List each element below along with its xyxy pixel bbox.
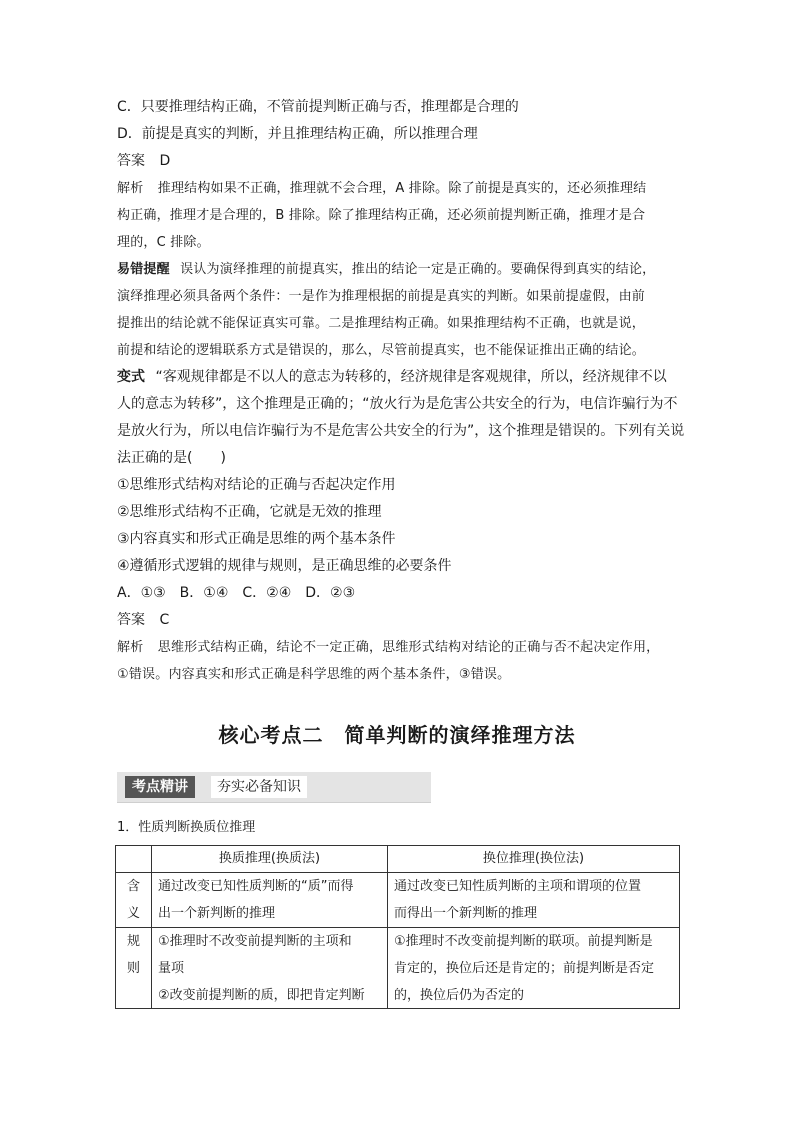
variant-line-4: 法正确的是( ) [117, 450, 226, 466]
analysis-1-line-1 [117, 175, 677, 202]
statement-2: ②思维形式结构不正确，它就是无效的推理 [117, 504, 382, 520]
exercise-block [117, 94, 685, 688]
analysis-text: 思维形式结构正确，结论不一定正确，思维形式结构对结论的正确与否不起决定作用， [157, 640, 660, 655]
analysis-1-line-3: 理的，C 排除。 [117, 235, 210, 250]
tip-line-4: 前提和结论的逻辑联系方式是错误的，那么，尽管前提真实，也不能保证推出正确的结论。 [117, 343, 646, 358]
row-head-rules [116, 928, 152, 1009]
answer-2 [117, 607, 677, 634]
conversion-table [115, 845, 680, 1009]
row-head-wrap [122, 928, 145, 1008]
analysis-label: 解析 [117, 181, 144, 196]
cell-wrap [394, 928, 673, 1008]
analysis-2-line-2: ①错误。内容真实和形式正确是科学思维的两个基本条件，③错误。 [117, 667, 511, 682]
table-header-conversion: 换位推理(换位法) [388, 846, 680, 873]
row-head-meaning [116, 873, 152, 928]
row-head-char: 则 [126, 961, 140, 976]
table-cell [388, 873, 680, 928]
cell-line: 的，换位后仍为否定的 [394, 988, 525, 1003]
cell-line: 而得出一个新判断的推理 [394, 906, 538, 921]
analysis-label: 解析 [117, 640, 144, 655]
cell-line: ②改变前提判断的质，即把肯定判断 [158, 988, 365, 1003]
table-row [116, 873, 680, 928]
statement-3: ③内容真实和形式正确是思维的两个基本条件 [117, 531, 396, 547]
analysis-1-line-2: 构正确，推理才是合理的，B 排除。除了推理结构正确，还必须前提判断正确，推理才是合 [117, 208, 646, 223]
table-row [116, 928, 680, 1009]
answer-label: 答案 [117, 612, 145, 628]
answer-label: 答案 [117, 153, 145, 169]
tip-line-1 [117, 256, 677, 283]
table-cell [388, 928, 680, 1009]
statement-1: ①思维形式结构对结论的正确与否起决定作用 [117, 477, 396, 493]
analysis-text: 推理结构如果不正确，推理就不会合理，A 排除。除了前提是真实的，还必须推理结 [157, 181, 647, 196]
answer-value: D [159, 153, 171, 169]
answer-choices: A．①③ B．①④ C．②④ D．②③ [117, 585, 356, 601]
answer-1 [117, 148, 677, 175]
banner-tag: 考点精讲 [125, 776, 195, 798]
analysis-2-line-1 [117, 634, 677, 661]
section-banner [117, 772, 431, 803]
variant-line-3: 是放火行为，所以电信诈骗行为不是危害公共安全的行为”，这个推理是错误的。下列有关说 [117, 423, 685, 439]
cell-wrap [158, 928, 381, 1008]
row-head-char: 义 [126, 906, 140, 921]
section-title: 核心考点二 简单判断的演绎推理方法 [218, 723, 576, 747]
table-header-blank [116, 846, 152, 873]
table-cell [152, 873, 388, 928]
variant-line-1 [117, 364, 677, 391]
cell-line: ①推理时不改变前提判断的联项。前提判断是 [394, 934, 653, 949]
variant-line-2: 人的意志为转移”，这个推理是正确的；“放火行为是危害公共安全的行为，电信诈骗行为不 [117, 396, 678, 412]
cell-line: 通过改变已知性质判断的“质”而得 [158, 879, 354, 894]
banner-text: 夯实必备知识 [211, 776, 307, 798]
row-head-char: 含 [126, 879, 140, 894]
cell-line: 通过改变已知性质判断的主项和谓项的位置 [394, 879, 642, 894]
table-header-row [116, 846, 680, 873]
cell-line: 量项 [158, 961, 185, 976]
tip-text: 误认为演绎推理的前提真实，推出的结论一定是正确的。要确保得到真实的结论， [180, 262, 656, 277]
table-heading: 1．性质判断换质位推理 [117, 820, 256, 835]
tip-line-2: 演绎推理必须具备两个条件：一是作为推理根据的前提是真实的判断。如果前提虚假，由前 [117, 289, 646, 304]
cell-line: ①推理时不改变前提判断的主项和 [158, 934, 352, 949]
tip-label: 易错提醒 [117, 262, 170, 277]
table-header-obversion: 换质推理(换质法) [152, 846, 388, 873]
option-d: D．前提是真实的判断，并且推理结构正确，所以推理合理 [117, 126, 478, 142]
cell-line: 肯定的，换位后还是肯定的；前提判断是否定 [394, 961, 655, 976]
option-c: C．只要推理结构正确，不管前提判断正确与否，推理都是合理的 [117, 99, 519, 115]
variant-label: 变式 [117, 369, 145, 385]
row-head-char: 规 [126, 934, 140, 949]
table-cell [152, 928, 388, 1009]
statement-4: ④遵循形式逻辑的规律与规则，是正确思维的必要条件 [117, 558, 452, 574]
answer-value: C [159, 612, 170, 628]
cell-line: 出一个新判断的推理 [158, 906, 276, 921]
variant-text: “客观规律都是不以人的意志为转移的，经济规律是客观规律，所以，经济规律不以 [155, 369, 667, 385]
tip-line-3: 提推出的结论就不能保证真实可靠。二是推理结构正确。如果推理结构不正确，也就是说， [117, 316, 646, 331]
